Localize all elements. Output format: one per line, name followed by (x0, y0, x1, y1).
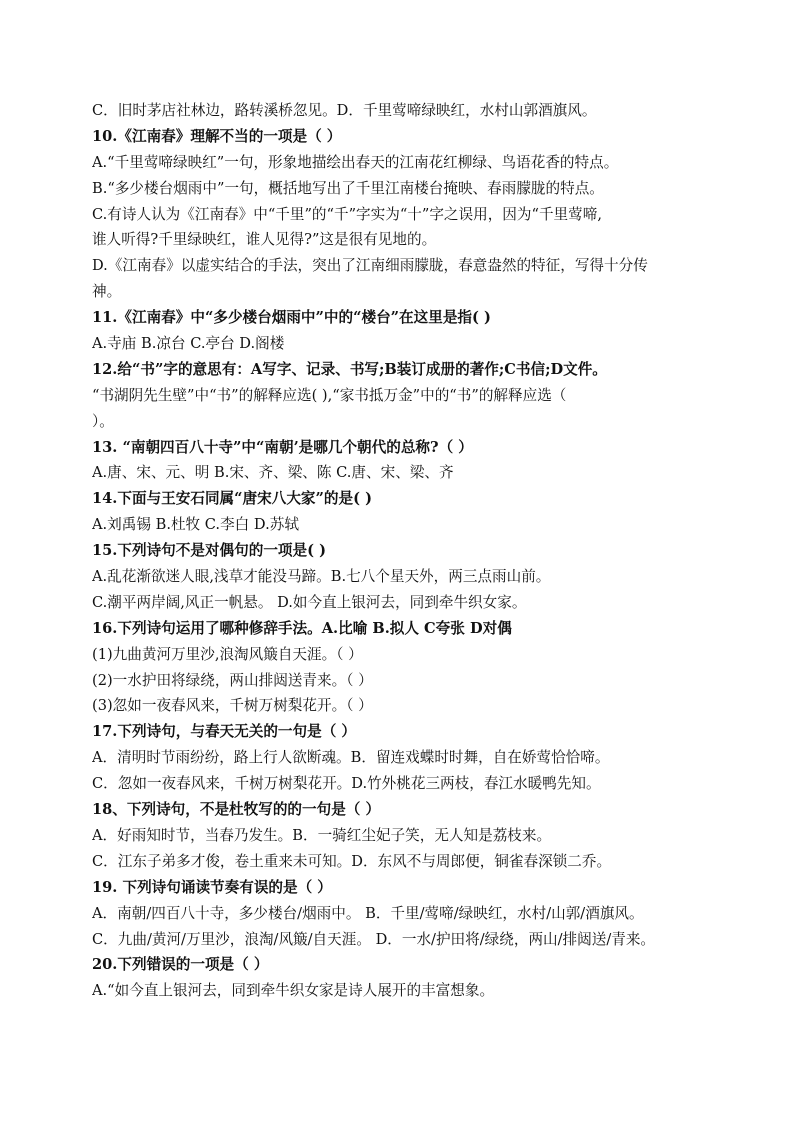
text-line: A．好雨知时节，当春乃发生。B．一骑红尘妃子笑，无人知是荔枝来。 (92, 826, 552, 844)
text-line: (3)忽如一夜春风来，千树万树梨花开。（ ） (92, 697, 373, 715)
text-line: A.唐、宋、元、明 B.宋、齐、梁、陈 C.唐、宋、梁、齐 (92, 464, 454, 482)
text-line: C．江东子弟多才俊，卷土重来未可知。D．东风不与周郎便，铜雀春深锁二乔。 (92, 852, 612, 870)
question-heading: 15.下列诗句不是对偶句的一项是( ) (92, 542, 326, 560)
text-line: B.“多少楼台烟雨中”一句，概括地写出了千里江南楼台掩映、春雨朦胧的特点。 (92, 179, 604, 197)
text-line: C．旧时茅店社林边，路转溪桥忽见。D．千里莺啼绿映红，水村山郭酒旗风。 (92, 102, 597, 119)
question-heading: 10.《江南春》理解不当的一项是（ ） (92, 127, 342, 145)
document-content (92, 98, 712, 1004)
question-heading: 12.给“书”字的意思有：A写字、记录、书写;B装订成册的著作;C书信;D文件。 (92, 360, 607, 378)
text-line: C.潮平两岸阔,风正一帆悬。 D.如今直上银河去，同到牵牛织女家。 (92, 593, 527, 611)
document-page (92, 98, 712, 1004)
text-line: (2)一水护田将绿绕，两山排闼送青来。（ ） (92, 671, 373, 689)
text-line: A．南朝/四百八十寺，多少楼台/烟雨中。 B．千里/莺啼/绿映红，水村/山郭/酒旗风。 (92, 904, 644, 922)
question-heading: 20.下列错误的一项是（ ） (92, 956, 269, 974)
text-line: A.“千里莺啼绿映红”一句，形象地描绘出春天的江南花红柳绿、鸟语花香的特点。 (92, 153, 619, 171)
question-heading: 11.《江南春》中“多少楼台烟雨中”中的“楼台”在这里是指( ) (92, 309, 491, 327)
text-line: A.“如今直上银河去，同到牵牛织女家是诗人展开的丰富想象。 (92, 982, 495, 1000)
text-line: D.《江南春》以虚实结合的手法，突出了江南细雨朦胧，春意盎然的特征，写得十分传 (92, 257, 648, 275)
question-heading: 18、下列诗句，不是杜牧写的的一句是（ ） (92, 801, 381, 819)
text-line: A.乱花渐欲迷人眼,浅草才能没马蹄。B.七八个星天外，两三点雨山前。 (92, 568, 551, 586)
text-line: A．清明时节雨纷纷，路上行人欲断魂。B．留连戏蝶时时舞，自在娇莺恰恰啼。 (92, 749, 610, 767)
question-heading: 14.下面与王安石同属“唐宋八大家”的是( ) (92, 490, 372, 508)
question-heading: 19. 下列诗句诵读节奏有误的是（ ） (92, 878, 332, 896)
text-line: A.刘禹锡 B.杜牧 C.李白 D.苏轼 (92, 516, 299, 534)
text-line: C.有诗人认为《江南春》中“千里”的“千”字实为“十”字之误用，因为“千里莺啼, (92, 205, 602, 223)
question-heading: 17.下列诗句，与春天无关的一句是（ ） (92, 723, 356, 741)
text-line: C．忽如一夜春风来，千树万树梨花开。D.竹外桃花三两枝，春江水暖鸭先知。 (92, 775, 601, 793)
question-heading: 16.下列诗句运用了哪种修辞手法。A.比喻 B.拟人 C夸张 D对偶 (92, 619, 512, 637)
text-line: (1)九曲黄河万里沙,浪淘风簸自天涯。（ ） (92, 645, 363, 663)
text-line: “书湖阴先生壁”中“书”的解释应选( ),“家书抵万金”中的“书”的解释应选（ (92, 386, 567, 404)
question-heading: 13. “南朝四百八十寺”中“南朝’是哪几个朝代的总称?（ ） (92, 438, 473, 456)
text-line: 神。 (92, 283, 122, 301)
text-line: ）。 (92, 412, 114, 430)
text-line: C．九曲/黄河/万里沙，浪淘/风簸/自天涯。 D．一水/护田将/绿绕，两山/排闼送/青来。 (92, 930, 656, 948)
text-line: 谁人听得?千里绿映红，谁人见得?”这是很有见地的。 (92, 231, 437, 249)
text-line: A.寺庙 B.凉台 C.亭台 D.阁楼 (92, 335, 285, 353)
